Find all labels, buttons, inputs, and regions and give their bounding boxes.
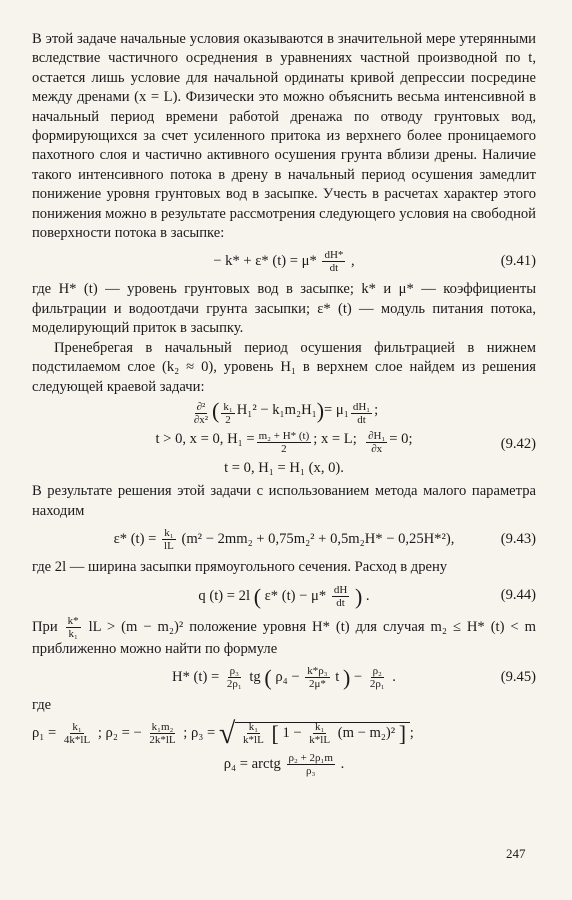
equation-row: $\frac{\text{∂²}}{\text{∂x²}}$ ( $\frac{\text{k₁}}{2}$ H₁² − k₁m₂H₁ ) = μ₁ $\frac{\text{dH₁}}{dt}$ ; [193, 397, 379, 426]
paragraph-width: где 2l — ширина засыпки прямоугольного сечения. Расход в дрену [32, 559, 448, 576]
equation-number: (9.45) [500, 668, 536, 685]
equation-row: t > 0, x = 0, H₁ = $\frac{\text{m₂ + H* (t)}}{2}$ ; x = L; $\frac{\text{∂H₁}}{\partial x}$ = 0; [155, 429, 413, 455]
paragraph-intro: В этой задаче начальные условия оказываются в значительной мере утерянными вследствие частичного осреднения в уравнениях частной производной по t, остается лишь условие для начальной ординаты кривой депрессии посредине между дренами (x = L). Физически это можно объяснить весьма интенсивной в начальный период времени работой дренажа по отводу грунтовых вод, формирующихся за счет усиленного притока из верхнего более проницаемого пахотного слоя и частично активного осушения грунта вблизи дрены. Наличие такого интенсивного потока в дрену в начальный период осушения замедлит понижение уровня грунтовых вод в засыпке. Учесть в расчетах характер этого понижения можно в результате рассмотрения следующего условия на свободной поверхности потока в засыпке: [32, 31, 536, 242]
equation-row: t = 0, H₁ = H₁ (x, 0). [224, 459, 344, 476]
equation-number: (9.44) [500, 587, 536, 604]
equation-number: (9.41) [500, 253, 536, 270]
equation-9-45: H* (t) = $\frac{\text{ρ₃}}{\text{2ρ₁}}$ tg ( ρ₄ − $\frac{\text{k*ρ₃}}{2\mu*}$ t ) − $\frac{\text{ρ₂}}{\text{2ρ₁}}$ . (9.45) [172, 664, 536, 690]
paragraph-definitions: где H* (t) — уровень грунтовых вод в засыпке; k* и μ* — коэффициенты фильтрации и водоотдачи грунта засыпки; ε* (t) — модуль питания потока, моделирующий приток в засыпку. [32, 281, 536, 337]
paragraph-condition: При $\frac{k*}{\text{k₁}}$ lL > (m − m₂)² положение уровня H* (t) для случая m₂ ≤ H* (t) < m приближенно можно найти по формуле [32, 614, 536, 657]
paragraph-boundary-problem: Пренебрегая в начальный период осушения фильтрацией в нижнем подстилаемом слое (k₂ ≈ 0), уровень H₁ в верхнем слое найдем из решения следующей краевой задачи: [32, 339, 536, 395]
equation-number: (9.42) [500, 435, 536, 452]
equation-rho4: ρ₄ = arctg $\frac{\text{ρ₂ + 2ρ₁m}}{\text{ρ₃}}$ . [223, 752, 345, 778]
equation-9-41: − k* + ε* (t) = μ* $\frac{dH*}{dt}$ , (9.41) [213, 249, 536, 275]
label-where: где [32, 696, 52, 713]
paragraph-result: В результате решения этой задачи с использованием метода малого параметра находим [32, 483, 536, 519]
equation-number: (9.43) [500, 530, 536, 547]
equation-9-42 [32, 397, 536, 478]
equation-rho-definitions: ρ₁ = $\frac{\text{k₁}}{4k*lL}$ ; ρ₂ = − $\frac{\text{k₁m₂}}{2k*lL}$ ; ρ₃ = √ $\frac{\text{k₁}}{k*lL}$ [ 1 − $\frac{\text{k₁}}{k*lL}$ (m − m₂)² ] ; [32, 717, 414, 751]
equation-9-43: ε* (t) = $\frac{\text{k₁}}{lL}$ (m² − 2mm₂ + 0,75m₂² + 0,5m₂H* − 0,25H*²), (9.43) [113, 527, 536, 553]
equation-9-44: q (t) = 2l ( ε* (t) − μ* $\frac{dH}{dt}$ ) . (9.44) [198, 583, 536, 609]
page-number: 247 [506, 846, 526, 861]
